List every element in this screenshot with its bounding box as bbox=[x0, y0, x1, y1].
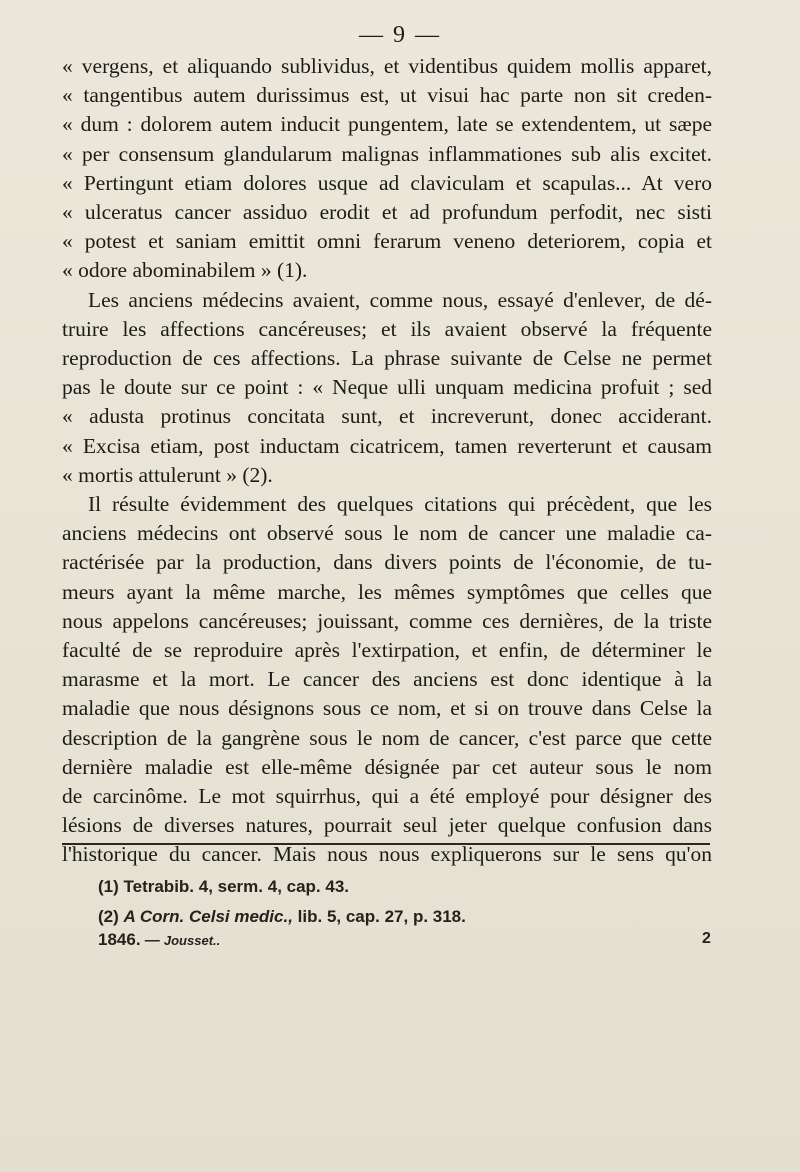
text-line: « ulceratus cancer assiduo erodit et ad profundum perfodit, nec sisti bbox=[62, 200, 712, 225]
text-line: « mortis attulerunt » (2). bbox=[62, 462, 273, 487]
text-line: pas le doute sur ce point : « Neque ulli unquam medicina profuit ; sed bbox=[62, 375, 712, 400]
text-line: « odore abominabilem » (1). bbox=[62, 258, 308, 283]
footnote-1: (1) Tetrabib. 4, serm. 4, cap. 43. bbox=[98, 877, 350, 896]
text-line: « potest et saniam emittit omni ferarum veneno deteriorem, copia et bbox=[62, 229, 712, 254]
signature-dash: — bbox=[144, 932, 160, 949]
text-line: anciens médecins ont observé sous le nom de cancer une maladie ca- bbox=[62, 521, 712, 546]
footnote-2-marker: (2) bbox=[98, 907, 119, 926]
text-line: « Excisa etiam, post inductam cicatricem, tamen reverterunt et causam bbox=[62, 433, 712, 458]
text-line: faculté de se reproduire après l'extirpation, et enfin, de déterminer le bbox=[62, 638, 712, 663]
text-line: dernière maladie est elle-même désignée par cet auteur sous le nom bbox=[62, 754, 712, 779]
text-line: maladie que nous désignons sous ce nom, et si on trouve dans Celse la bbox=[62, 696, 712, 721]
footnotes bbox=[98, 872, 658, 932]
text-line: de carcinôme. Le mot squirrhus, qui a été employé pour désigner des bbox=[62, 784, 712, 809]
signature-name: Jousset.. bbox=[163, 933, 221, 948]
footnote-2 bbox=[98, 902, 658, 932]
text-line: Les anciens médecins avaient, comme nous, essayé d'enlever, de dé- bbox=[88, 287, 712, 312]
text-line: marasme et la mort. Le cancer des anciens est donc identique à la bbox=[62, 667, 712, 692]
footnote-rule bbox=[62, 843, 710, 845]
text-line: l'historique du cancer. Mais nous nous expliquerons sur le sens qu'on bbox=[62, 842, 712, 867]
signature-mark: 2 bbox=[702, 930, 711, 947]
text-line: truire les affections cancéreuses; et ils avaient observé la fréquente bbox=[62, 316, 712, 341]
footnote-2-author: A Corn. Celsi medic., bbox=[123, 907, 293, 926]
body-text bbox=[62, 52, 712, 870]
text-line: « Pertingunt etiam dolores usque ad claviculam et scapulas... At vero bbox=[62, 170, 712, 195]
page-number: — 9 — bbox=[359, 22, 441, 48]
text-line: « adusta protinus concitata sunt, et increverunt, donec acciderant. bbox=[62, 404, 712, 429]
printer-signature bbox=[98, 930, 220, 950]
text-line: « dum : dolorem autem inducit pungentem, late se extendentem, ut sæpe bbox=[62, 112, 712, 137]
signature-year: 1846. bbox=[98, 930, 141, 949]
text-line: « per consensum glandularum malignas inflammationes sub alis excitet. bbox=[62, 141, 712, 166]
text-line: reproduction de ces affections. La phrase suivante de Celse ne permet bbox=[62, 346, 712, 371]
text-line: lésions de diverses natures, pourrait seul jeter quelque confusion dans bbox=[62, 813, 712, 838]
text-line: ractérisée par la production, dans divers points de l'économie, de tu- bbox=[62, 550, 712, 575]
text-line: description de la gangrène sous le nom de cancer, c'est parce que cette bbox=[62, 725, 712, 750]
text-line: « vergens, et aliquando sublividus, et videntibus quidem mollis apparet, bbox=[62, 54, 712, 78]
footnote-2-ref: lib. 5, cap. 27, p. 318. bbox=[297, 907, 466, 926]
text-line: « tangentibus autem durissimus est, ut visui hac parte non sit creden- bbox=[62, 83, 712, 108]
text-line: meurs ayant la même marche, les mêmes symptômes que celles que bbox=[62, 579, 712, 604]
text-line: Il résulte évidemment des quelques citations qui précèdent, que les bbox=[88, 492, 712, 517]
text-line: nous appelons cancéreuses; jouissant, comme ces dernières, de la triste bbox=[62, 608, 712, 633]
